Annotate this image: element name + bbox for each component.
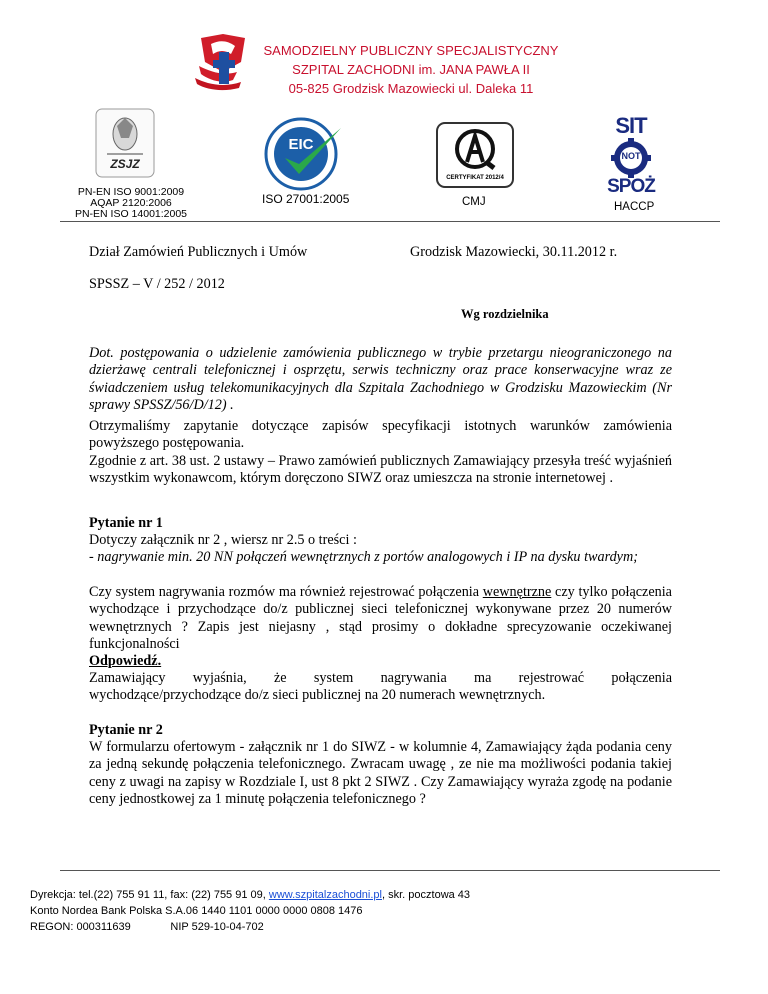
question-1-text	[89, 584, 672, 654]
footer-bank-account: Konto Nordea Bank Polska S.A.06 1440 1101 0000 0000 0808 1476	[30, 905, 363, 917]
footer-regon-nip: REGON: 000311639 NIP 529-10-04-702	[30, 921, 264, 933]
question-1-text-underlined: wewnętrzne	[482, 584, 552, 600]
question-1-text-b: czy tylko połączenia wychodzące i przychodzące do/z publicznej sieci telefonicznej wykonywane przez 20 numerów wewnętrznych ? Zapis jest niejasny , stąd prosimy o dokładne sprecyzowanie oczekiwanej funkcjonalności	[89, 584, 672, 653]
header-line-1: SAMODZIELNY PUBLICZNY SPECJALISTYCZNY	[263, 43, 559, 58]
iso-9001-label: PN-EN ISO 9001:2009	[77, 186, 185, 198]
iso-27001-label: ISO 27001:2005	[262, 192, 350, 206]
answer-1-line-1: Zamawiający wyjaśnia, że system nagrywania ma rejestrować połączenia	[89, 670, 672, 686]
answer-1-text	[89, 670, 672, 705]
spoz-logo-text: SPOŻ	[607, 176, 655, 197]
question-1-title: Pytanie nr 1	[89, 515, 163, 531]
eic-logo	[263, 114, 345, 192]
zsjz-logo-text: ZSJZ	[110, 157, 140, 171]
question-2-text: W formularzu ofertowym - załącznik nr 1 do SIWZ - w kolumnie 4, Zamawiający żąda podania ceny za jedną sekundę połączenia telefonicznego. Zwracam uwagę , ze nie ma możliwości podania takiej ceny z uwagi na zapisy w Rozdziale I, ust 8 pkt 2 SIWZ . Czy Zamawiający wyraża zgodę na podanie ceny jednostkowej za 1 minutę połączenia telefonicznego ?	[89, 739, 672, 808]
reference-number: SPSSZ – V / 252 / 2012	[89, 276, 225, 292]
not-logo-text: NOT	[621, 151, 641, 161]
cmj-logo	[436, 122, 514, 188]
question-2-title: Pytanie nr 2	[89, 722, 163, 738]
cmj-cert-text: CERTYFIKAT 2012/4	[446, 175, 504, 181]
intro-paragraph-2: Zgodnie z art. 38 ust. 2 ustawy – Prawo zamówień publicznych Zamawiający przesyła treść wyjaśnień wszystkim wykonawcom, którym doręczono SIWZ oraz umieszcza na stronie internetowej .	[89, 453, 672, 487]
place-date: Grodzisk Mazowiecki, 30.11.2012 r.	[410, 244, 618, 260]
header-divider	[60, 221, 720, 222]
recipients-label: Wg rozdzielnika	[461, 307, 549, 321]
aqap-label: AQAP 2120:2006	[90, 197, 172, 209]
sit-not-spoz-logo	[603, 113, 659, 199]
zsjz-logo	[95, 108, 155, 178]
question-1-quote: - nagrywanie min. 20 NN połączeń wewnętrznych z portów analogowych i IP na dysku twardym;	[89, 549, 638, 565]
iso-14001-label: PN-EN ISO 14001:2005	[74, 208, 188, 220]
footer-contact-text: Dyrekcja: tel.(22) 755 91 11, fax: (22) 755 91 09,	[30, 889, 269, 901]
header-line-3: 05-825 Grodzisk Mazowiecki ul. Daleka 11	[288, 81, 534, 96]
hospital-logo	[193, 32, 253, 94]
cmj-label: CMJ	[462, 196, 486, 208]
footer-postbox-text: , skr. pocztowa 43	[382, 889, 471, 901]
footer-contact	[30, 887, 470, 903]
subject-paragraph: Dot. postępowania o udzielenie zamówienia publicznego w trybie przetargu nieograniczonego na dzierżawę centrali telefonicznej i osprzętu, serwis techniczny oraz prace konserwacyjne wraz ze świadczeniem usług telekomunikacyjnych dla Szpitala Zachodniego w Grodzisku Mazowieckim (Nr sprawy SPSSZ/56/D/12) .	[89, 345, 672, 414]
haccp-label: HACCP	[614, 201, 655, 213]
question-1-reference: Dotyczy załącznik nr 2 , wiersz nr 2.5 o treści :	[89, 532, 357, 548]
answer-1-title: Odpowiedź.	[89, 653, 162, 669]
intro-paragraph-1: Otrzymaliśmy zapytanie dotyczące zapisów specyfikacji istotnych warunków zamówienia powyższego postępowania.	[89, 418, 672, 452]
answer-1-line-2: wychodzące/przychodzące do/z sieci publicznej na 20 numerach wewnętrznych.	[89, 687, 546, 704]
eic-badge-text: EIC	[288, 136, 314, 153]
header-line-2: SZPITAL ZACHODNI im. JANA PAWŁA II	[292, 62, 530, 77]
website-link[interactable]: www.szpitalzachodni.pl	[268, 889, 382, 901]
footer-divider	[60, 870, 720, 871]
department-name: Dział Zamówień Publicznych i Umów	[89, 244, 308, 260]
question-1-text-a: Czy system nagrywania rozmów ma również rejestrować połączenia	[89, 584, 483, 600]
sit-logo-text: SIT	[615, 113, 647, 138]
